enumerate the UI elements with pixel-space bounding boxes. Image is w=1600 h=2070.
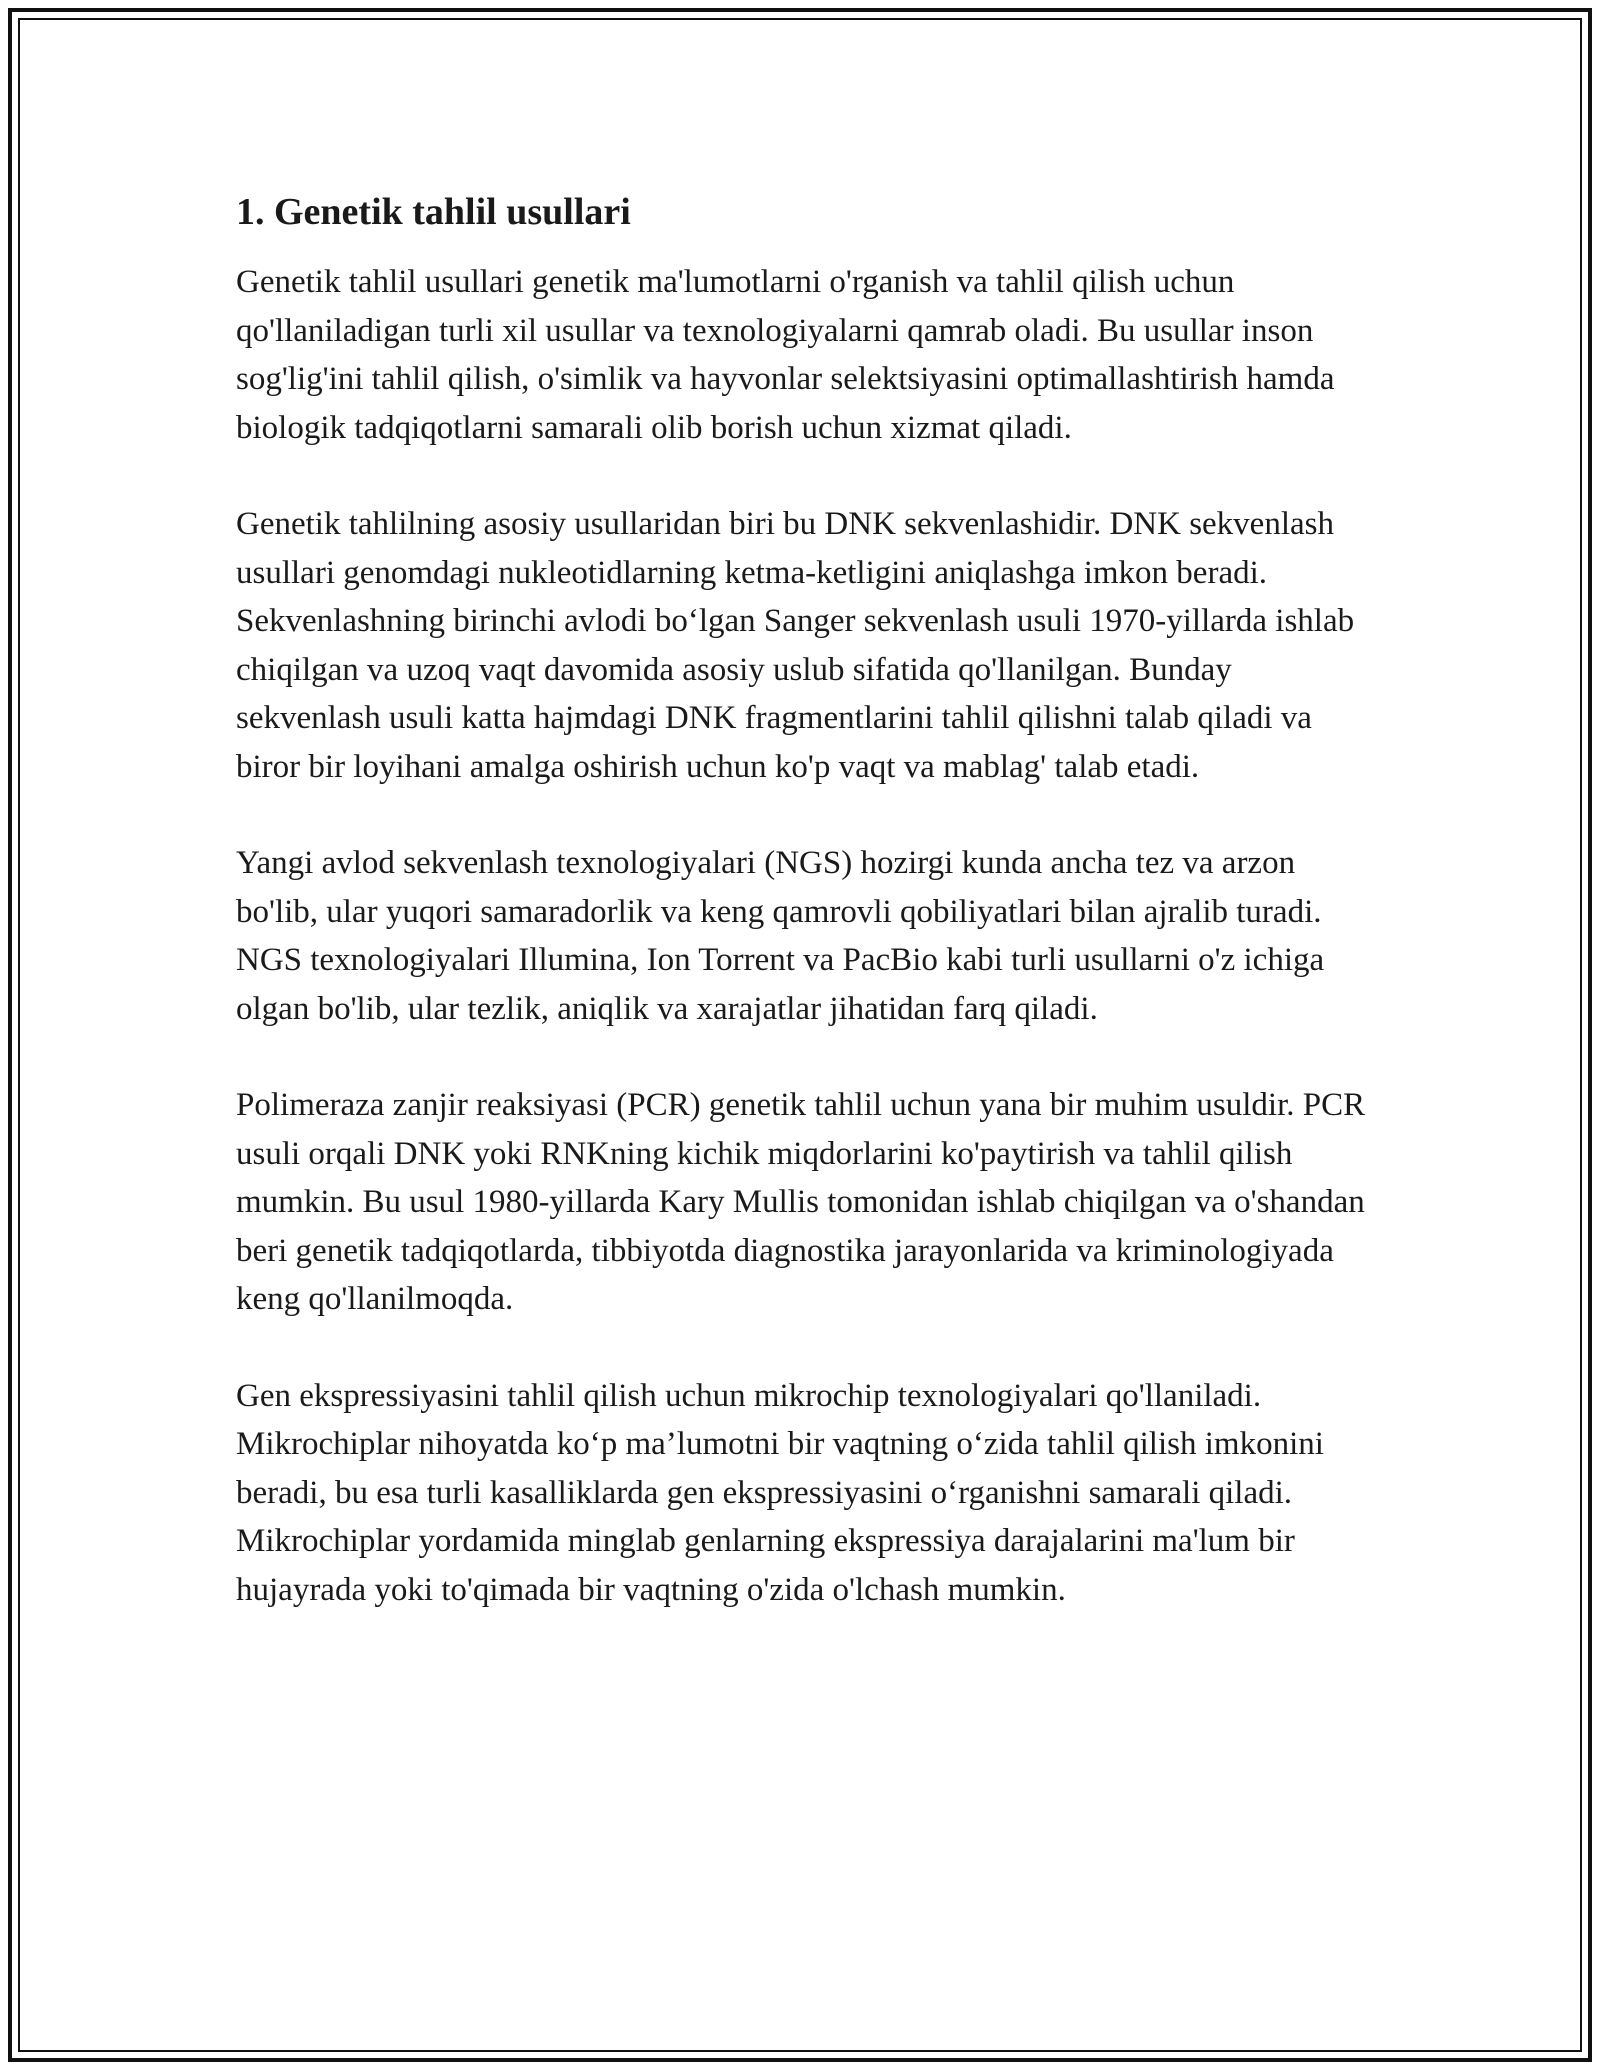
document-body	[236, 186, 1376, 1614]
paragraph-microchip: Gen ekspressiyasini tahlil qilish uchun mikrochip texnologiyalari qo'llaniladi. Mikrochiplar nihoyatda ko‘p ma’lumotni bir vaqtning o‘zida tahlil qilish imkonini beradi, bu esa turli kasalliklarda gen ekspressiyasini o‘rganishni samarali qiladi. Mikrochiplar yordamida minglab genlarning ekspressiya darajalarini ma'lum bir hujayrada yoki to'qimada bir vaqtning o'zida o'lchash mumkin.	[236, 1377, 1324, 1608]
paragraph-intro: Genetik tahlil usullari genetik ma'lumotlarni o'rganish va tahlil qilish uchun qo'llaniladigan turli xil usullar va texnologiyalarni qamrab oladi. Bu usullar inson sog'lig'ini tahlil qilish, o'simlik va hayvonlar selektsiyasini optimallashtirish hamda biologik tadqiqotlarni samarali olib borish uchun xizmat qiladi.	[236, 264, 1335, 446]
paragraph-ngs: Yangi avlod sekvenlash texnologiyalari (NGS) hozirgi kunda ancha tez va arzon bo'lib, ular yuqori samaradorlik va keng qamrovli qobiliyatlari bilan ajralib turadi. NGS texnologiyalari Illumina, Ion Torrent va PacBio kabi turli usullarni o'z ichiga olgan bo'lib, ular tezlik, aniqlik va xarajatlar jihatidan farq qiladi.	[236, 845, 1325, 1027]
paragraph-pcr: Polimeraza zanjir reaksiyasi (PCR) genetik tahlil uchun yana bir muhim usuldir. PCR usuli orqali DNK yoki RNKning kichik miqdorlarini ko'paytirish va tahlil qilish mumkin. Bu usul 1980-yillarda Kary Mullis tomonidan ishlab chiqilgan va o'shandan beri genetik tadqiqotlarda, tibbiyotda diagnostika jarayonlarida va kriminologiyada keng qo'llanilmoqda.	[236, 1087, 1366, 1317]
section-heading: 1. Genetik tahlil usullari	[236, 191, 631, 233]
paragraph-dna-sequencing: Genetik tahlilning asosiy usullaridan biri bu DNK sekvenlashidir. DNK sekvenlash usullari genomdagi nukleotidlarning ketma-ketligini aniqlashga imkon beradi. Sekvenlashning birinchi avlodi bo‘lgan Sanger sekvenlash usuli 1970-yillarda ishlab chiqilgan va uzoq vaqt davomida asosiy uslub sifatida qo'llanilgan. Bunday sekvenlash usuli katta hajmdagi DNK fragmentlarini tahlil qilishni talab qiladi va biror bir loyihani amalga oshirish uchun ko'p vaqt va mablag' talab etadi.	[236, 506, 1355, 785]
